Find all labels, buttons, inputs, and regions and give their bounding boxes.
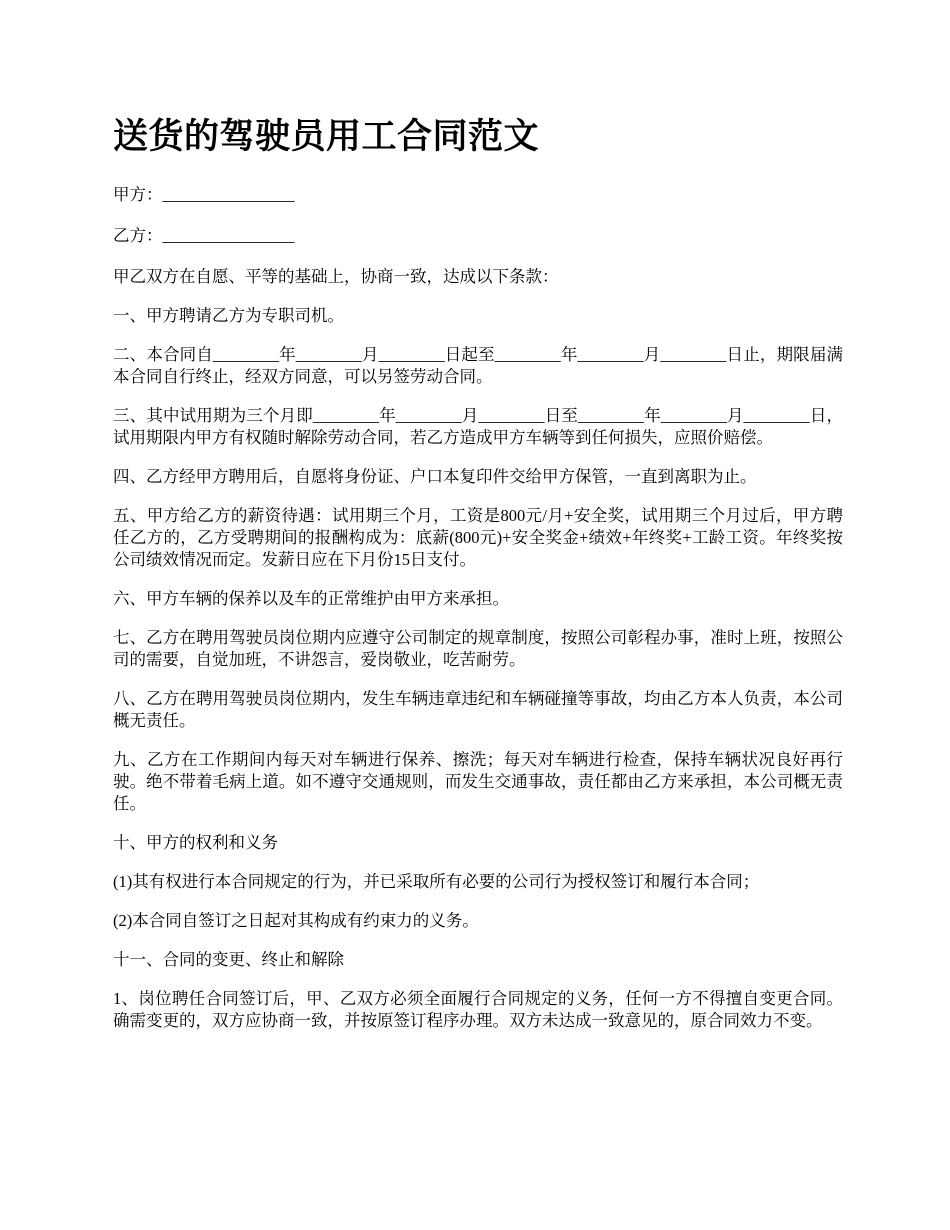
clause-4: 四、乙方经甲方聘用后，自愿将身份证、户口本复印件交给甲方保管，一直到离职为止。 — [113, 467, 757, 486]
document-title: 送货的驾驶员用工合同范文 — [113, 116, 540, 157]
clause-10-heading: 十、甲方的权利和义务 — [113, 833, 278, 852]
clause-11-heading: 十一、合同的变更、终止和解除 — [113, 950, 344, 969]
clause-5: 五、甲方给乙方的薪资待遇：试用期三个月，工资是800元/月+安全奖，试用期三个月过后，甲方聘任乙方的，乙方受聘期间的报酬构成为：底薪(800元)+安全奖金+绩效+年终奖+工龄工资。年终奖按公司绩效情况而定。发薪日应在下月份15日支付。 — [113, 506, 843, 569]
clause-3: 三、其中试用期为三个月即________年________月________日至________年________月________日，试用期限内甲方有权随时解除劳动合同，若乙方造成甲方车辆等到任何损失，应照价赔偿。 — [113, 406, 843, 447]
party-b-line: 乙方：________________ — [113, 226, 295, 245]
clause-9: 九、乙方在工作期间内每天对车辆进行保养、擦洗；每天对车辆进行检查，保持车辆状况良好再行驶。绝不带着毛病上道。如不遵守交通规则，而发生交通事故，责任都由乙方来承担，本公司概无责任。 — [113, 750, 843, 813]
document-page — [113, 112, 843, 1049]
clause-10-item-2: (2)本合同自签订之日起对其构成有约束力的义务。 — [113, 911, 479, 930]
clause-2: 二、本合同自________年________月________日起至________年________月________日止，期限届满本合同自行终止，经双方同意，可以另签劳动合同。 — [113, 345, 843, 386]
clause-10-item-1: (1)其有权进行本合同规定的行为，并已采取所有必要的公司行为授权签订和履行本合同； — [113, 872, 760, 891]
clause-1: 一、甲方聘请乙方为专职司机。 — [113, 306, 344, 325]
clause-6: 六、甲方车辆的保养以及车的正常维护由甲方来承担。 — [113, 589, 509, 608]
clause-11-item-1: 1、岗位聘任合同签订后，甲、乙双方必须全面履行合同规定的义务，任何一方不得擅自变更合同。确需变更的，双方应协商一致，并按原签订程序办理。双方未达成一致意见的，原合同效力不变。 — [113, 989, 843, 1030]
preamble-paragraph: 甲乙双方在自愿、平等的基础上，协商一致，达成以下条款： — [113, 267, 559, 286]
clause-8: 八、乙方在聘用驾驶员岗位期内，发生车辆违章违纪和车辆碰撞等事故，均由乙方本人负责，本公司概无责任。 — [113, 689, 843, 730]
clause-7: 七、乙方在聘用驾驶员岗位期内应遵守公司制定的规章制度，按照公司彰程办事，准时上班，按照公司的需要，自觉加班，不讲怨言，爱岗敬业，吃苦耐劳。 — [113, 628, 843, 669]
party-a-line: 甲方：________________ — [113, 185, 295, 204]
